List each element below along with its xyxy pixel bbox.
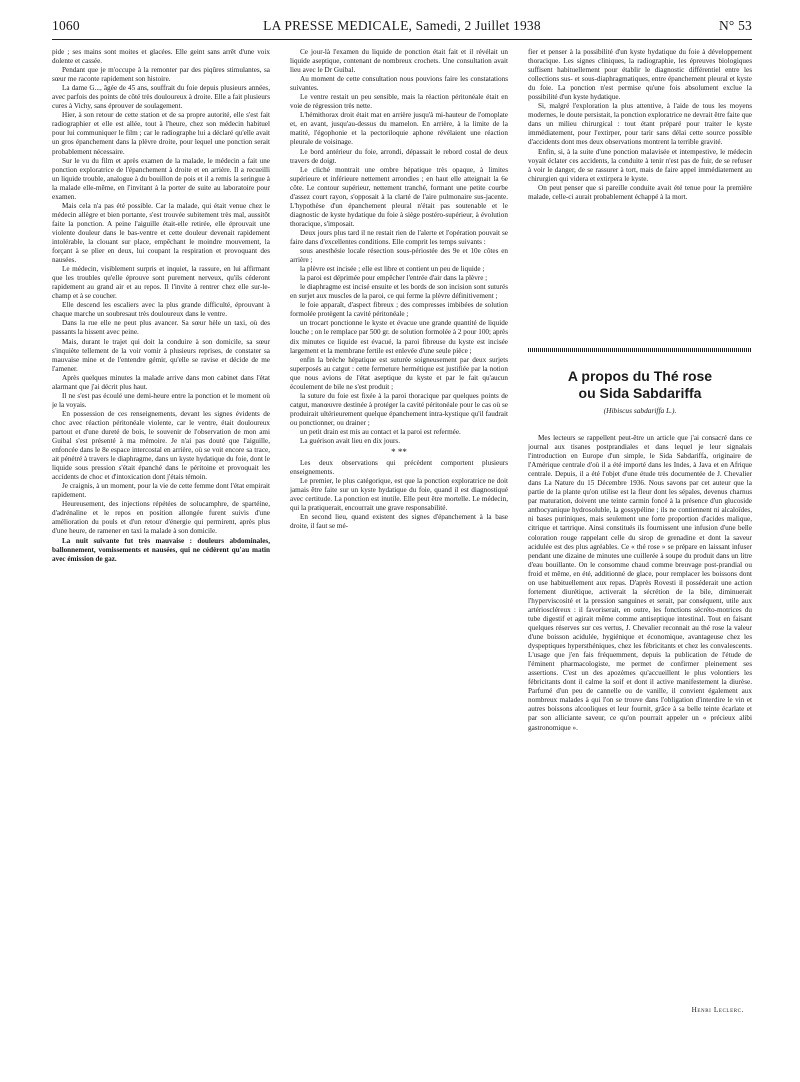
paragraph: Deux jours plus tard il ne restait rien de l'alerte et l'opération pouvait se faire dans d'excellentes conditions. Elle comprit les temps suivants : bbox=[290, 228, 508, 246]
paragraph: La guérison avait lieu en dix jours. bbox=[300, 437, 401, 446]
paragraph: Il ne s'est pas écoulé une demi-heure entre la ponction et le moment où je la voyais. bbox=[52, 391, 270, 409]
paragraph: sous anesthésie locale résection sous-périostée des 9e et 10e côtes en arrière ; bbox=[290, 247, 508, 265]
paragraph: un trocart ponctionne le kyste et évacue une grande quantité de liquide louche ; on le remplace par 500 gr. de solution formolée à 2 pour 100; après dix minutes ce liquide est évacué, la paroi fibreuse du kyste est incisée largement et la membrane fertile est enlevée d'une seule pièce ; bbox=[290, 319, 508, 355]
section-separator: * ** bbox=[391, 447, 407, 458]
paragraph: Hier, à son retour de cette station et de sa propre autorité, elle s'est fait radiographier et elle est allée, tout à l'heure, chez son médecin habituel pour lui communiquer le film ; car le radiographe lui a déclaré qu'elle avait un gros épanchement dans la plèvre droite, pour lequel une ponction serait probablement nécessaire. bbox=[52, 111, 270, 156]
paragraph: la paroi est déprimée pour empêcher l'entrée d'air dans la plèvre ; bbox=[300, 274, 488, 283]
paragraph: Ce jour-là l'examen du liquide de ponction était fait et il révélait un liquide aseptique, contenant de nombreux crochets. Une consultation avait lieu avec le Dr Guibal. bbox=[290, 48, 508, 75]
paragraph: pide ; ses mains sont moites et glacées. Elle geint sans arrêt d'une voix dolente et cassée. bbox=[52, 48, 270, 66]
paragraph: Mes lecteurs se rappellent peut-être un article que j'ai consacré dans ce journal aux tisanes postprandiales et dans lequel je leur signalais l'introduction en Europe d'un simple, le Sida Sabdariffa, originaire de l'Amérique centrale d'où il a été importé dans les Indes, à Java et en Afrique centrale. Depuis, il a été l'objet d'une étude très documentée de J. Chevalier dans La Nature du 15 Décembre 1936. Nous savons par cet auteur que la partie de la plante qu'on utilise est la fleur dont les sépales, devenus charnus par maturation, doivent une teinte carmin foncé à la présence d'un glucoside anthocyanique hydrosoluble, la gossypéline ; ils ne contiennent ni alcaloïdes, ni bases puriniques, mais seulement une forte proportion d'acides malique, citrique et tartrique. Ainsi constitués ils fournissent une infusion d'une belle coloration rouge rappelant celle du sirop de grenadine et dont la saveur acidulée est des plus agréables. Ce « thé rose » se prépare en laissant infuser pendant une dizaine de minutes une cuillerée à soupe du produit dans un litre d'eau bouillante. On le consomme chaud comme breuvage post-prandial ou froid et même, en été, additionné de glace, pour remplacer les boissons dont on use habituellement aux repas. D'après Rovesti il posséderait une action fortement diurétique, activerait la sécrétion de la bile, diminuerait l'hyperviscosité et la pression sanguines et serait, par conséquent, utile aux artérioscléreux : il favoriserait, en outre, les fonctions sécréto-motrices du tube digestif et agirait même comme antiseptique intestinal. Tout en faisant quelques réserves sur ces vertus, J. Chevalier reconnait au thé rose la valeur d'une boisson acidulée, hygiénique et économique, avantageuse chez les dyspeptiques hypersthéniques, chez les fébricitants et chez les convalescents. L'usage que j'en fais fréquemment, depuis la publication de l'étude de l'éminent pharmacologiste, me permet de confirmer pleinement ses assertions. C'est un des apozèmes qu'accueillent le plus volontiers les fébricitants dont il calme la soif et dont il active manifestement la diurèse. Parfumé d'un peu de cannelle ou de vanille, il convient également aux nombreux malades à qui l'on se trouve dans l'obligation d'interdire le vin et autres boissons alcooliques et leur fournit, grâce à sa belle teinte écarlate et par son alliciante saveur, ce qu'on pourrait appeler un « précieux alibi gastronomique ». bbox=[528, 434, 752, 732]
paragraph: enfin la brèche hépatique est suturée soigneusement par deux surjets superposés au catgut : cette fermeture hermétique est justifiée par la notion que nous avions de l'état aseptique du kyste et par le fait qu'aucun écoulement de bile ne s'est produit ; bbox=[290, 355, 508, 391]
paragraph: Le ventre restait un peu sensible, mais la réaction péritonéale était en voie de régression très nette. bbox=[290, 93, 508, 111]
paragraph: Sur le vu du film et après examen de la malade, le médecin a fait une ponction exploratrice de l'épanchement à droite et en arrière. Il a recueilli un liquide trouble, analogue à du bouillon de pois et il a remis la seringue à la malade elle-même, en l'invitant à la porter de suite au laboratoire pour examen. bbox=[52, 156, 270, 201]
paragraph: Le premier, le plus catégorique, est que la ponction exploratrice ne doit jamais être faite sur un kyste hydatique du foie, quand il est diagnostiqué avec certitude. La ponction est inutile. Elle peut être mortelle. Le médecin, qui la pratiquerait, encourrait une grave responsabilité. bbox=[290, 477, 508, 513]
paragraph: Le médecin, visiblement surpris et inquiet, la rassure, en lui affirmant que les troubles qu'elle éprouve sont purement nerveux, qu'ils céderont rapidement au grand air et au repos. Il l'invite à rentrer chez elle sur-le-champ et à se coucher. bbox=[52, 265, 270, 301]
article-subtitle: (Hibiscus sabdariffa L.). bbox=[603, 406, 677, 415]
paragraph: la suture du foie est fixée à la paroi thoracique par quelques points de catgut, manœuvre destinée à protéger la cavité péritonéale pour le cas où se produirait ultérieurement quelque épanchement intra-kystique qu'il faudrait ou ponctionner, ou drainer ; bbox=[290, 391, 508, 427]
paragraph: Elle descend les escaliers avec la plus grande difficulté, éprouvant à chaque marche un soubresaut très douloureux dans le ventre. bbox=[52, 301, 270, 319]
paragraph: fier et penser à la possibilité d'un kyste hydatique du foie à développement thoracique. Les signes cliniques, la radiographie, les épreuves biologiques suffisent habituellement pour établir le diagnostic différentiel entre les collections sus- et sous-diaphragmatiques, entre épanchement pleural et kyste du foie. La ponction n'est permise qu'une fois absolument exclue la possibilité d'un kyste hydatique. bbox=[528, 48, 752, 102]
paragraph: un petit drain est mis au contact et la paroi est refermée. bbox=[300, 427, 461, 436]
paragraph: La dame G..., âgée de 45 ans, souffrait du foie depuis plusieurs années, avec parfois des points de côté très douloureux à droite. Elle a fait plusieurs cures à Vichy, sans éprouver de soulagement. bbox=[52, 84, 270, 111]
paragraph: Après quelques minutes la malade arrive dans mon cabinet dans l'état alarmant que j'ai décrit plus haut. bbox=[52, 373, 270, 391]
journal-title: LA PRESSE MEDICALE, Samedi, 2 Juillet 1938 bbox=[263, 18, 541, 33]
paragraph: Pendant que je m'occupe à la remonter par des piqûres stimulantes, sa sœur me raconte rapidement son histoire. bbox=[52, 66, 270, 84]
article-body bbox=[528, 434, 752, 1004]
paragraph: Si, malgré l'exploration la plus attentive, à l'aide de tous les moyens modernes, le doute persistait, la ponction exploratrice ne devrait être faite que dans un milieu chirurgical : tout étant préparé pour traiter le kyste immédiatement, pour l'extirper, pour tarir sans délai cette source possible d'accidents dont mes deux observations montrent la terrible gravité. bbox=[528, 102, 752, 147]
paragraph: L'hémithorax droit était mat en arrière jusqu'à mi-hauteur de l'omoplate et, en avant, jusqu'au-dessus du mamelon. En arrière, à la limite de la matité, l'égophonie et la pectoriloquie aphone révélaient une réaction pleurale de voisinage. bbox=[290, 111, 508, 147]
paragraph: Au moment de cette consultation nous pouvions faire les constatations suivantes. bbox=[290, 75, 508, 93]
page-header bbox=[52, 18, 752, 38]
article-title-line-2: ou Sida Sabdariffa bbox=[578, 385, 702, 401]
paragraph: Je craignis, à un moment, pour la vie de cette femme dont l'état empirait rapidement. bbox=[52, 482, 270, 500]
header-rule bbox=[52, 39, 752, 40]
paragraph: Le cliché montrait une ombre hépatique très opaque, à limites supérieure et inférieure nettement arrondies ; en haut elle atteignait la 6e côte. Le contour supérieur, nettement tranché, formant une petite courbe d'assez court rayon, s'opposait à la clarté de l'aire pulmonaire sus-jacente. L'hypothèse d'un épanchement pleural n'était pas soutenable et le diagnostic de kyste hydatique du foie à siège postéro-supérieur, à évolution thoracique, s'imposait. bbox=[290, 165, 508, 228]
paragraph: La nuit suivante fut très mauvaise : douleurs abdominales, ballonnement, vomissements et nausées, qui ne cédèrent qu'au matin avec émission de gaz. bbox=[52, 536, 270, 563]
text-column-1 bbox=[52, 48, 270, 1048]
article-title-line-1: A propos du Thé rose bbox=[567, 368, 713, 384]
paragraph: le diaphragme est incisé ensuite et les bords de son incision sont suturés en surjet aux muscles de la paroi, ce qui ferme la plèvre définitivement ; bbox=[290, 283, 508, 301]
paragraph: Heureusement, des injections répétées de solucamphre, de spartéine, d'adrénaline et le repos en position allongée furent suivis d'une amélioration du pouls et d'un retour d'énergie qui permirent, après plus d'une heure, de ramener en taxi la malade à son domicile. bbox=[52, 500, 270, 536]
article-separator bbox=[528, 348, 752, 352]
paragraph: Mais cela n'a pas été possible. Car la malade, qui était venue chez le médecin allègre et bien portante, s'est trouvée subitement très mal, aussitôt faite la ponction. A peine l'aiguille était-elle retirée, elle éprouvait une violente douleur dans le bas-ventre et cette douleur devenait rapidement intolérable, la clouant sur place, empêchant le moindre mouvement, la forçant à se plier en deux, lui coupant la respiration et provoquant des nausées. bbox=[52, 201, 270, 265]
issue-number: N° 53 bbox=[718, 18, 752, 33]
paragraph: Mais, durant le trajet qui doit la conduire à son domicile, sa sœur s'inquiète tellement de la voir vomir à plusieurs reprises, de constater sa mauvaise mine et de l'entendre gémir, qu'elle se ravise et décide de me l'amener. bbox=[52, 337, 270, 373]
paragraph: le foie apparaît, d'aspect fibreux ; des compresses imbibées de solution formolée protègent la cavité péritonéale ; bbox=[290, 301, 508, 319]
paragraph: En second lieu, quand existent des signes d'épanchement à la base droite, il faut se mé- bbox=[290, 513, 508, 531]
page-number: 1060 bbox=[52, 18, 80, 33]
text-column-2 bbox=[290, 48, 508, 1048]
paragraph: En possession de ces renseignements, devant les signes évidents de choc avec réaction péritonéale violente, car le ventre, était douloureux partout et d'une dureté de bois, le souvenir de l'observation de mon ami Guibal s'est présenté à ma mémoire. Je n'ai pas douté que l'aiguille, enfoncée dans le 8e espace intercostal en arrière, où se voit encore sa trace, ait pénétré à travers le diaphragme, dans un kyste hydatique du foie, dont le liquide sous pression s'était épanché dans le péritoine et provoquait les accidents de choc et d'intoxication dont j'étais témoin. bbox=[52, 409, 270, 482]
paragraph: On peut penser que si pareille conduite avait été tenue pour la première malade, celle-ci aurait probablement échappé à la mort. bbox=[528, 183, 752, 201]
paragraph: Le bord antérieur du foie, arrondi, dépassait le rebord costal de deux travers de doigt. bbox=[290, 147, 508, 165]
paragraph: Enfin, si, à la suite d'une ponction malavisée et intempestive, le médecin voyait éclater ces accidents, la conduite à tenir n'est pas de fuir, de se refuser à voir le danger, de se rassurer à tort, mais de faire appel immédiatement au chirurgien qui videra et extirpera le kyste. bbox=[528, 147, 752, 183]
article-signature: Henri Leclerc. bbox=[691, 1006, 744, 1014]
paragraph: Dans la rue elle ne peut plus avancer. Sa sœur hèle un taxi, où des passants la hissent avec peine. bbox=[52, 319, 270, 337]
paragraph: Les deux observations qui précèdent comportent plusieurs enseignements. bbox=[290, 459, 508, 477]
text-column-3-top bbox=[528, 48, 752, 348]
paragraph: la plèvre est incisée ; elle est libre et contient un peu de liquide ; bbox=[300, 265, 485, 274]
